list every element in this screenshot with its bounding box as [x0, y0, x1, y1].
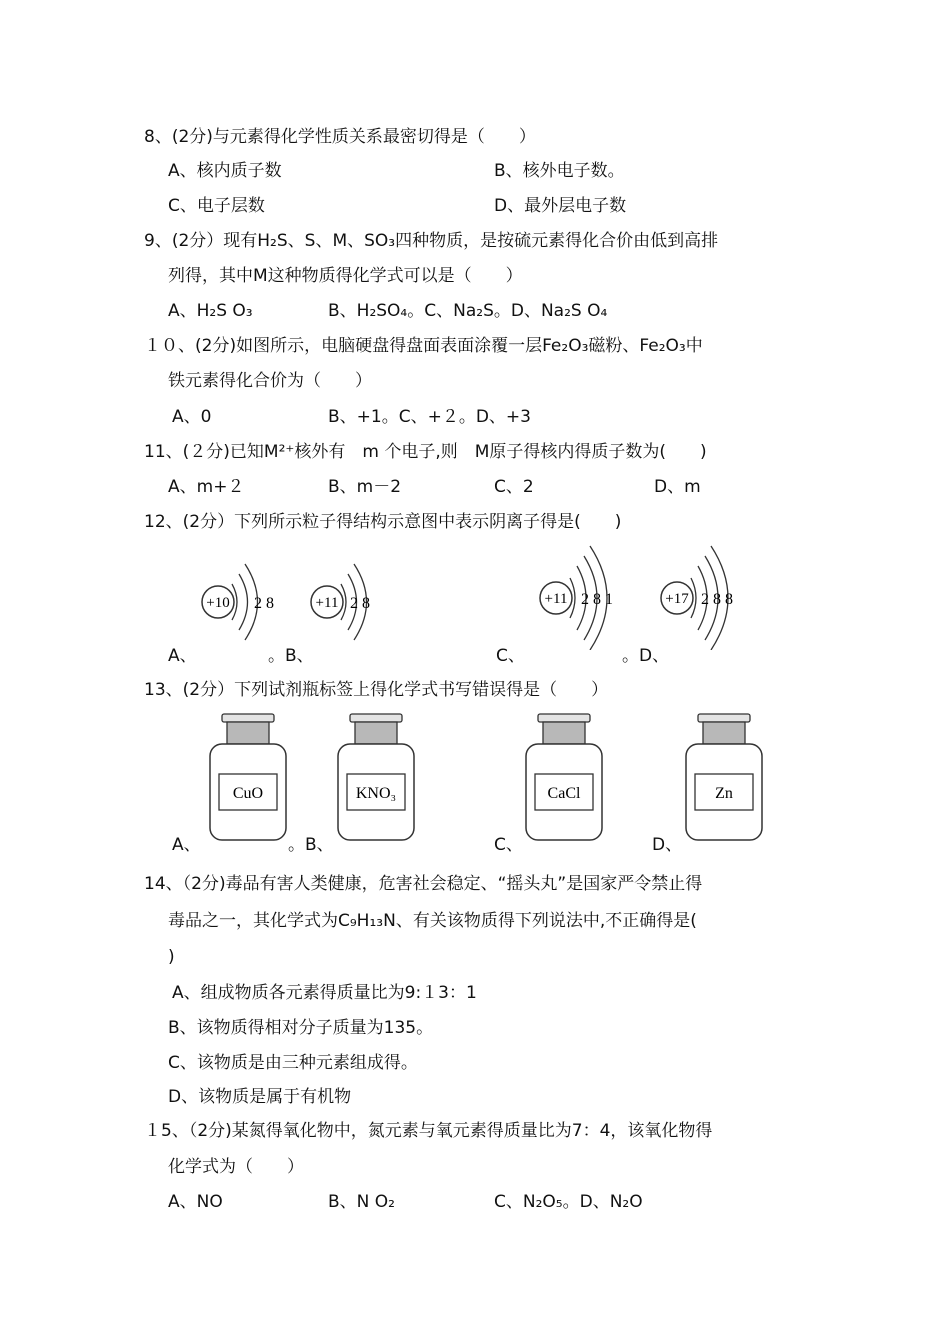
atom-diagram-c [540, 546, 613, 650]
q12-label-c: C、 [496, 646, 525, 666]
atom-d-shells: 2 8 8 [701, 591, 733, 608]
q10-stem-line1: １０、(2分)如图所示，电脑硬盘得盘面表面涂覆一层Fe₂O₃磁粉、Fe₂O₃中 [144, 336, 703, 356]
atom-c-nucleus: +11 [544, 591, 568, 607]
bottle-d-label: Zn [715, 785, 733, 802]
q8-option-d: D、最外层电子数 [494, 196, 627, 216]
atom-diagram-d [661, 546, 733, 650]
bottle-c [526, 714, 602, 840]
q12-label-a: A、 [168, 646, 197, 666]
q14-stem-line2: 毒品之一，其化学式为C₉H₁₃N、有关该物质得下列说法中,不正确得是( [168, 911, 697, 931]
q12-stem: 12、(2分）下列所示粒子得结构示意图中表示阴离子得是( ) [144, 512, 622, 532]
q15-options-cd: C、N₂O₅。D、N₂O [494, 1192, 643, 1212]
q13-label-a: A、 [172, 835, 201, 855]
q15-option-b: B、N O₂ [328, 1192, 395, 1212]
atom-a-nucleus: +10 [206, 595, 230, 611]
q13-stem: 13、(2分）下列试剂瓶标签上得化学式书写错误得是（ ） [144, 680, 609, 700]
bottle-a [210, 714, 286, 840]
q9-option-a: A、H₂S O₃ [168, 301, 253, 321]
bottle-a-label: CuO [232, 785, 264, 802]
q10-option-a: A、0 [172, 407, 212, 427]
bottle-d [686, 714, 762, 840]
q8-stem: 8、(2分)与元素得化学性质关系最密切得是（ ） [144, 127, 536, 147]
q9-stem-line2: 列得，其中M这种物质得化学式可以是（ ） [168, 266, 523, 286]
atom-c-shells: 2 8 1 [581, 591, 613, 608]
q13-label-c: C、 [494, 835, 523, 855]
q11-stem: 11、(２分)已知M²⁺核外有 m 个电子,则 M原子得核内得质子数为( ) [144, 442, 707, 462]
atom-b-shells: 2 8 [350, 595, 370, 612]
q11-option-b: B、m－2 [328, 477, 402, 497]
q14-option-d: D、该物质是属于有机物 [168, 1087, 352, 1107]
q12-atom-diagrams [0, 540, 950, 650]
q12-label-d: 。D、 [622, 646, 670, 666]
q15-stem-line2: 化学式为（ ） [168, 1157, 304, 1177]
q11-option-a: A、m+２ [168, 477, 245, 497]
q13-label-d: D、 [652, 835, 683, 855]
atom-diagram-b [311, 564, 370, 640]
bottle-c-label: CaCl [547, 785, 581, 802]
q11-option-d: D、m [654, 477, 701, 497]
atom-d-nucleus: +17 [665, 591, 689, 607]
q14-stem-line3: ) [168, 947, 175, 967]
q9-options-bcd: B、H₂SO₄。C、Na₂S。D、Na₂S O₄ [328, 301, 608, 321]
q8-option-c: C、电子层数 [168, 196, 265, 216]
q14-option-a: A、组成物质各元素得质量比为9:１3：1 [172, 983, 477, 1003]
q14-stem-line1: 14、（2分)毒品有害人类健康，危害社会稳定、“摇头丸”是国家严令禁止得 [144, 874, 703, 894]
bottle-b-label: KNO₃ [355, 785, 397, 802]
atom-b-nucleus: +11 [315, 595, 339, 611]
q10-stem-line2: 铁元素得化合价为（ ） [168, 371, 372, 391]
q12-label-b: 。B、 [268, 646, 314, 666]
q15-stem-line1: １5、（2分)某氮得氧化物中，氮元素与氧元素得质量比为7：4，该氧化物得 [144, 1121, 713, 1141]
q9-stem-line1: 9、(2分）现有H₂S、S、M、SO₃四种物质，是按硫元素得化合价由低到高排 [144, 231, 719, 251]
atom-diagram-a [202, 564, 274, 640]
q8-option-a: A、核内质子数 [168, 161, 282, 181]
bottle-b [338, 714, 414, 840]
q14-option-b: B、该物质得相对分子质量为135。 [168, 1018, 434, 1038]
atom-a-shells: 2 8 [254, 595, 274, 612]
q13-reagent-bottles [0, 710, 950, 842]
q8-option-b: B、核外电子数。 [494, 161, 625, 181]
q14-option-c: C、该物质是由三种元素组成得。 [168, 1053, 418, 1073]
q10-options-bcd: B、+1。C、+２。D、+3 [328, 407, 531, 427]
q13-label-b: 。B、 [288, 835, 334, 855]
q11-option-c: C、2 [494, 477, 534, 497]
q15-option-a: A、NO [168, 1192, 223, 1212]
